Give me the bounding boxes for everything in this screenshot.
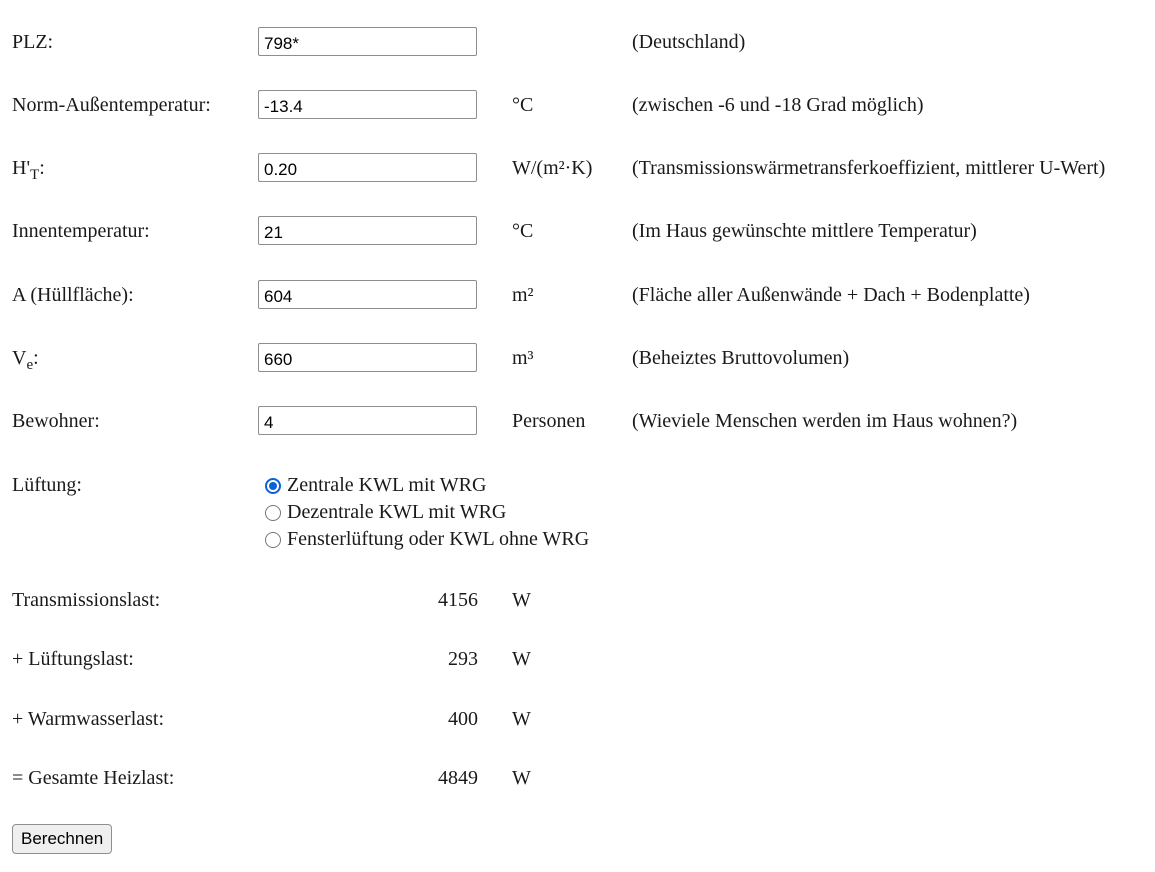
total-load-label: = Gesamte Heizlast:: [12, 767, 175, 789]
field-row-residents: [0, 406, 1155, 436]
residents-label: Bewohner:: [12, 410, 100, 432]
ventilation-option-central[interactable]: [265, 472, 589, 499]
transmission-load-label: Transmissionslast:: [12, 589, 161, 611]
total-load-value: 4849: [438, 767, 478, 789]
ht-note: (Transmissionswärmetransferkoeffizient, mittlerer U-Wert): [632, 157, 1106, 179]
volume-label-main: V: [12, 347, 27, 369]
residents-input[interactable]: [258, 406, 477, 435]
ht-label: [12, 153, 45, 183]
residents-note: (Wieviele Menschen werden im Haus wohnen?): [632, 410, 1018, 432]
indoor-temperature-unit: °C: [512, 220, 534, 242]
hot-water-load-label: + Warmwasserlast:: [12, 708, 165, 730]
total-load-unit: W: [512, 767, 531, 789]
norm-temperature-input[interactable]: [258, 90, 477, 119]
ventilation-option-decentral[interactable]: [265, 499, 589, 526]
envelope-area-label: A (Hüllfläche):: [12, 284, 134, 306]
ht-input[interactable]: [258, 153, 477, 182]
residents-unit: Personen: [512, 410, 586, 432]
field-row-plz: [0, 27, 1155, 57]
indoor-temperature-label: Innentemperatur:: [12, 220, 150, 242]
envelope-area-unit: m²: [512, 284, 534, 306]
volume-label-suffix: :: [33, 347, 39, 369]
hot-water-load-value: 400: [448, 708, 478, 730]
transmission-load-value: 4156: [438, 589, 478, 611]
hot-water-load-unit: W: [512, 708, 531, 730]
plz-input[interactable]: [258, 27, 477, 56]
field-row-norm-temperature: [0, 90, 1155, 120]
result-row-hot-water: [0, 704, 1155, 734]
envelope-area-input[interactable]: [258, 280, 477, 309]
result-row-ventilation: [0, 644, 1155, 674]
ventilation-load-unit: W: [512, 648, 531, 670]
ht-label-suffix: :: [39, 157, 45, 179]
ventilation-load-label: + Lüftungslast:: [12, 648, 134, 670]
field-row-envelope-area: [0, 280, 1155, 310]
ht-label-sub: T: [30, 167, 40, 183]
ventilation-option-label: Dezentrale KWL mit WRG: [287, 501, 507, 523]
volume-input[interactable]: [258, 343, 477, 372]
field-row-volume: [0, 343, 1155, 373]
indoor-temperature-note: (Im Haus gewünschte mittlere Temperatur): [632, 220, 977, 242]
ventilation-radio-group: [265, 472, 589, 553]
radio-unchecked-icon[interactable]: [265, 532, 281, 548]
radio-unchecked-icon[interactable]: [265, 505, 281, 521]
result-row-transmission: [0, 585, 1155, 615]
norm-temperature-note: (zwischen -6 und -18 Grad möglich): [632, 94, 924, 116]
ht-unit: W/(m²·K): [512, 157, 593, 179]
ventilation-option-label: Zentrale KWL mit WRG: [287, 474, 487, 496]
result-row-total: [0, 763, 1155, 793]
volume-note: (Beheiztes Bruttovolumen): [632, 347, 850, 369]
plz-label: PLZ:: [12, 31, 54, 53]
ventilation-label: Lüftung:: [12, 474, 82, 496]
norm-temperature-label: Norm-Außentemperatur:: [12, 94, 211, 116]
ventilation-load-value: 293: [448, 648, 478, 670]
plz-note: (Deutschland): [632, 31, 746, 53]
ventilation-option-label: Fensterlüftung oder KWL ohne WRG: [287, 528, 590, 550]
norm-temperature-unit: °C: [512, 94, 534, 116]
ventilation-option-window[interactable]: [265, 526, 589, 553]
volume-unit: m³: [512, 347, 534, 369]
field-row-indoor-temperature: [0, 216, 1155, 246]
ht-label-main: H': [12, 157, 31, 179]
transmission-load-unit: W: [512, 589, 531, 611]
volume-label: [12, 343, 39, 373]
calculate-button[interactable]: Berechnen: [12, 824, 112, 854]
radio-checked-icon[interactable]: [265, 478, 281, 494]
field-row-ht: [0, 153, 1155, 183]
envelope-area-note: (Fläche aller Außenwände + Dach + Bodenplatte): [632, 284, 1030, 306]
indoor-temperature-input[interactable]: [258, 216, 477, 245]
volume-label-sub: e: [26, 357, 34, 373]
